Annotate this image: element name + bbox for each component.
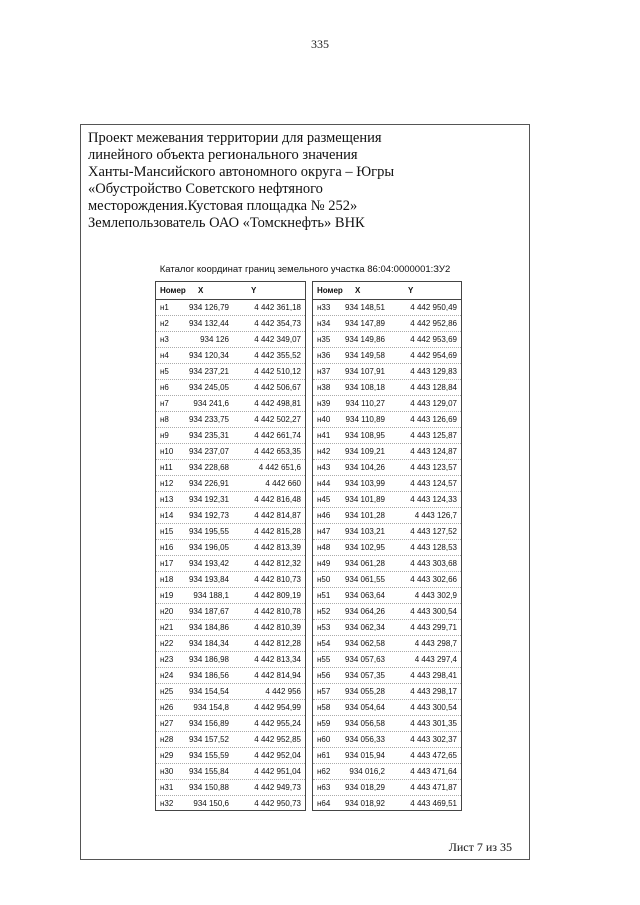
x-coordinate: 934 108,95 [344, 431, 385, 440]
y-coordinate: 4 442 810,39 [254, 623, 301, 632]
y-coordinate: 4 443 123,57 [410, 463, 457, 472]
y-coordinate: 4 442 950,49 [410, 303, 457, 312]
table-row [156, 732, 305, 748]
x-coordinate: 934 056,58 [344, 719, 385, 728]
point-number: н62 [317, 767, 331, 776]
title-line: Ханты-Мансийского автономного округа – Югры [88, 164, 395, 180]
x-coordinate: 934 196,05 [188, 543, 229, 552]
y-coordinate: 4 442 813,34 [254, 655, 301, 664]
table-row [156, 348, 305, 364]
table-row [156, 508, 305, 524]
y-coordinate: 4 443 471,87 [410, 783, 457, 792]
point-number: н42 [317, 447, 331, 456]
table-row [156, 364, 305, 380]
x-coordinate: 934 101,28 [344, 511, 385, 520]
y-coordinate: 4 442 502,27 [254, 415, 301, 424]
y-coordinate: 4 442 506,67 [254, 383, 301, 392]
point-number: н50 [317, 575, 331, 584]
table-row [313, 652, 461, 668]
y-coordinate: 4 442 955,24 [254, 719, 301, 728]
table-row [313, 780, 461, 796]
table-row [156, 300, 305, 316]
y-coordinate: 4 443 124,87 [410, 447, 457, 456]
x-coordinate: 934 245,05 [188, 383, 229, 392]
header-x: X [355, 286, 361, 295]
y-coordinate: 4 443 472,65 [410, 751, 457, 760]
x-coordinate: 934 104,26 [344, 463, 385, 472]
point-number: н55 [317, 655, 331, 664]
page-number: 335 [311, 37, 329, 51]
table-row [313, 444, 461, 460]
table-row [156, 604, 305, 620]
point-number: н64 [317, 799, 331, 808]
point-number: н61 [317, 751, 331, 760]
table-row [156, 396, 305, 412]
point-number: н37 [317, 367, 331, 376]
y-coordinate: 4 442 498,81 [254, 399, 301, 408]
x-coordinate: 934 062,58 [344, 639, 385, 648]
x-coordinate: 934 110,27 [345, 399, 385, 408]
header-y: Y [251, 286, 257, 295]
table-row [156, 444, 305, 460]
point-number: н31 [160, 783, 174, 792]
y-coordinate: 4 442 810,73 [254, 575, 301, 584]
x-coordinate: 934 241,6 [193, 399, 229, 408]
x-coordinate: 934 195,55 [188, 527, 229, 536]
point-number: н17 [160, 559, 174, 568]
x-coordinate: 934 187,67 [188, 607, 229, 616]
point-number: н6 [160, 383, 169, 392]
y-coordinate: 4 443 301,35 [410, 719, 457, 728]
table-row [156, 476, 305, 492]
y-coordinate: 4 443 128,84 [410, 383, 457, 392]
table-row [313, 748, 461, 764]
point-number: н36 [317, 351, 331, 360]
y-coordinate: 4 443 300,54 [410, 607, 457, 616]
point-number: н59 [317, 719, 331, 728]
header-y: Y [408, 286, 414, 295]
y-coordinate: 4 443 297,4 [414, 655, 457, 664]
x-coordinate: 934 193,84 [188, 575, 229, 584]
point-number: н54 [317, 639, 331, 648]
document-title [88, 130, 508, 232]
y-coordinate: 4 443 126,7 [414, 511, 457, 520]
point-number: н47 [317, 527, 331, 536]
point-number: н46 [317, 511, 331, 520]
table-row [313, 476, 461, 492]
y-coordinate: 4 442 952,86 [410, 319, 457, 328]
y-coordinate: 4 442 653,35 [254, 447, 301, 456]
table-row [313, 380, 461, 396]
title-line: месторождения.Кустовая площадка № 252» [88, 198, 358, 214]
title-line: «Обустройство Советского нефтяного [88, 181, 323, 197]
x-coordinate: 934 186,98 [188, 655, 229, 664]
y-coordinate: 4 443 127,52 [410, 527, 457, 536]
y-coordinate: 4 443 298,17 [410, 687, 457, 696]
x-coordinate: 934 148,51 [344, 303, 385, 312]
point-number: н34 [317, 319, 331, 328]
point-number: н40 [317, 415, 331, 424]
x-coordinate: 934 057,35 [344, 671, 385, 680]
table-row [156, 716, 305, 732]
y-coordinate: 4 442 814,94 [254, 671, 301, 680]
point-number: н49 [317, 559, 331, 568]
point-number: н4 [160, 351, 169, 360]
table-row [313, 412, 461, 428]
table-row [156, 588, 305, 604]
point-number: н16 [160, 543, 174, 552]
header-number: Номер [317, 286, 343, 295]
point-number: н52 [317, 607, 331, 616]
point-number: н9 [160, 431, 169, 440]
y-coordinate: 4 443 303,68 [410, 559, 457, 568]
y-coordinate: 4 442 510,12 [254, 367, 301, 376]
x-coordinate: 934 150,88 [188, 783, 229, 792]
table-row [313, 636, 461, 652]
point-number: н44 [317, 479, 331, 488]
x-coordinate: 934 154,54 [188, 687, 229, 696]
point-number: н13 [160, 495, 174, 504]
x-coordinate: 934 186,56 [188, 671, 229, 680]
y-coordinate: 4 442 812,28 [254, 639, 301, 648]
x-coordinate: 934 155,59 [188, 751, 229, 760]
table-row [156, 492, 305, 508]
table-row [313, 764, 461, 780]
point-number: н58 [317, 703, 331, 712]
y-coordinate: 4 442 361,18 [254, 303, 301, 312]
title-line: Проект межевания территории для размещения [88, 130, 382, 146]
table-row [156, 380, 305, 396]
y-coordinate: 4 443 124,57 [410, 479, 457, 488]
y-coordinate: 4 443 302,9 [414, 591, 457, 600]
y-coordinate: 4 442 661,74 [254, 431, 301, 440]
point-number: н56 [317, 671, 331, 680]
table-row [156, 556, 305, 572]
x-coordinate: 934 184,86 [188, 623, 229, 632]
x-coordinate: 934 102,95 [344, 543, 385, 552]
y-coordinate: 4 443 298,7 [414, 639, 457, 648]
y-coordinate: 4 443 124,33 [410, 495, 457, 504]
table-row [156, 636, 305, 652]
table-row [156, 332, 305, 348]
point-number: н14 [160, 511, 174, 520]
point-number: н2 [160, 319, 169, 328]
table-row [313, 348, 461, 364]
y-coordinate: 4 442 814,87 [254, 511, 301, 520]
x-coordinate: 934 155,84 [188, 767, 229, 776]
x-coordinate: 934 157,52 [188, 735, 229, 744]
point-number: н11 [160, 463, 173, 472]
x-coordinate: 934 192,31 [188, 495, 229, 504]
x-coordinate: 934 147,89 [344, 319, 385, 328]
y-coordinate: 4 442 952,04 [254, 751, 301, 760]
y-coordinate: 4 442 651,6 [258, 463, 301, 472]
table-header-row [313, 282, 461, 300]
y-coordinate: 4 442 953,69 [410, 335, 457, 344]
y-coordinate: 4 443 129,07 [410, 399, 457, 408]
table-row [156, 652, 305, 668]
y-coordinate: 4 442 954,99 [254, 703, 301, 712]
x-coordinate: 934 192,73 [188, 511, 229, 520]
y-coordinate: 4 443 302,37 [410, 735, 457, 744]
y-coordinate: 4 443 299,71 [410, 623, 457, 632]
y-coordinate: 4 442 816,48 [254, 495, 301, 504]
point-number: н3 [160, 335, 169, 344]
table-row [313, 508, 461, 524]
point-number: н43 [317, 463, 331, 472]
table-row [313, 716, 461, 732]
table-row [313, 428, 461, 444]
y-coordinate: 4 442 950,73 [254, 799, 301, 808]
y-coordinate: 4 443 302,66 [410, 575, 457, 584]
table-row [313, 316, 461, 332]
x-coordinate: 934 156,89 [188, 719, 229, 728]
title-line: Землепользователь ОАО «Томскнефть» ВНК [88, 215, 365, 231]
x-coordinate: 934 015,94 [344, 751, 385, 760]
point-number: н23 [160, 655, 174, 664]
x-coordinate: 934 188,1 [193, 591, 229, 600]
table-row [313, 540, 461, 556]
y-coordinate: 4 443 126,69 [410, 415, 457, 424]
point-number: н35 [317, 335, 331, 344]
table-row [313, 332, 461, 348]
x-coordinate: 934 120,34 [188, 351, 229, 360]
x-coordinate: 934 062,34 [344, 623, 385, 632]
y-coordinate: 4 443 298,41 [410, 671, 457, 680]
x-coordinate: 934 154,8 [193, 703, 229, 712]
x-coordinate: 934 055,28 [344, 687, 385, 696]
point-number: н30 [160, 767, 174, 776]
y-coordinate: 4 442 956 [265, 687, 301, 696]
x-coordinate: 934 016,2 [349, 767, 385, 776]
x-coordinate: 934 233,75 [188, 415, 229, 424]
x-coordinate: 934 107,91 [344, 367, 385, 376]
point-number: н19 [160, 591, 174, 600]
x-coordinate: 934 063,64 [344, 591, 385, 600]
table-row [156, 780, 305, 796]
point-number: н25 [160, 687, 174, 696]
x-coordinate: 934 237,21 [188, 367, 229, 376]
x-coordinate: 934 150,6 [193, 799, 229, 808]
point-number: н15 [160, 527, 174, 536]
point-number: н18 [160, 575, 174, 584]
point-number: н41 [317, 431, 331, 440]
point-number: н33 [317, 303, 331, 312]
table-row [156, 540, 305, 556]
x-coordinate: 934 109,21 [344, 447, 385, 456]
x-coordinate: 934 018,29 [344, 783, 385, 792]
table-row [313, 492, 461, 508]
x-coordinate: 934 057,63 [344, 655, 385, 664]
table-row [156, 748, 305, 764]
x-coordinate: 934 126 [200, 335, 229, 344]
y-coordinate: 4 442 354,73 [254, 319, 301, 328]
point-number: н39 [317, 399, 331, 408]
point-number: н60 [317, 735, 331, 744]
coordinates-table-left [155, 281, 306, 811]
table-row [313, 524, 461, 540]
table-row [313, 700, 461, 716]
table-row [156, 700, 305, 716]
x-coordinate: 934 132,44 [188, 319, 229, 328]
y-coordinate: 4 442 951,04 [254, 767, 301, 776]
x-coordinate: 934 184,34 [188, 639, 229, 648]
table-row [156, 460, 305, 476]
table-row [313, 796, 461, 812]
x-coordinate: 934 235,31 [188, 431, 229, 440]
title-line: линейного объекта регионального значения [88, 147, 358, 163]
x-coordinate: 934 061,28 [344, 559, 385, 568]
point-number: н38 [317, 383, 331, 392]
table-row [313, 572, 461, 588]
y-coordinate: 4 442 812,32 [254, 559, 301, 568]
point-number: н27 [160, 719, 174, 728]
x-coordinate: 934 064,26 [344, 607, 385, 616]
y-coordinate: 4 443 471,64 [410, 767, 457, 776]
point-number: н26 [160, 703, 174, 712]
table-row [313, 364, 461, 380]
x-coordinate: 934 237,07 [188, 447, 229, 456]
x-coordinate: 934 110,89 [345, 415, 385, 424]
table-row [156, 668, 305, 684]
y-coordinate: 4 442 349,07 [254, 335, 301, 344]
point-number: н51 [317, 591, 331, 600]
header-number: Номер [160, 286, 186, 295]
table-row [156, 316, 305, 332]
y-coordinate: 4 442 809,19 [254, 591, 301, 600]
point-number: н29 [160, 751, 174, 760]
table-row [313, 460, 461, 476]
table-row [313, 300, 461, 316]
y-coordinate: 4 443 125,87 [410, 431, 457, 440]
header-x: X [198, 286, 204, 295]
y-coordinate: 4 442 355,52 [254, 351, 301, 360]
point-number: н12 [160, 479, 174, 488]
x-coordinate: 934 018,92 [344, 799, 385, 808]
y-coordinate: 4 442 954,69 [410, 351, 457, 360]
y-coordinate: 4 443 128,53 [410, 543, 457, 552]
table-row [156, 796, 305, 812]
x-coordinate: 934 054,64 [344, 703, 385, 712]
table-row [156, 572, 305, 588]
point-number: н45 [317, 495, 331, 504]
table-row [313, 604, 461, 620]
table-row [156, 684, 305, 700]
point-number: н32 [160, 799, 174, 808]
table-row [156, 428, 305, 444]
table-row [313, 396, 461, 412]
point-number: н5 [160, 367, 169, 376]
y-coordinate: 4 442 813,39 [254, 543, 301, 552]
table-row [313, 556, 461, 572]
point-number: н22 [160, 639, 174, 648]
y-coordinate: 4 443 469,51 [410, 799, 457, 808]
point-number: н20 [160, 607, 174, 616]
table-row [156, 524, 305, 540]
y-coordinate: 4 442 810,78 [254, 607, 301, 616]
table-row [156, 764, 305, 780]
x-coordinate: 934 149,86 [344, 335, 385, 344]
point-number: н10 [160, 447, 174, 456]
x-coordinate: 934 061,55 [344, 575, 385, 584]
point-number: н8 [160, 415, 169, 424]
point-number: н21 [160, 623, 174, 632]
point-number: н48 [317, 543, 331, 552]
x-coordinate: 934 228,68 [188, 463, 229, 472]
x-coordinate: 934 103,21 [344, 527, 385, 536]
x-coordinate: 934 103,99 [344, 479, 385, 488]
y-coordinate: 4 443 300,54 [410, 703, 457, 712]
table-header-row [156, 282, 305, 300]
x-coordinate: 934 056,33 [344, 735, 385, 744]
x-coordinate: 934 193,42 [188, 559, 229, 568]
table-row [313, 668, 461, 684]
point-number: н63 [317, 783, 331, 792]
point-number: н1 [160, 303, 169, 312]
point-number: н28 [160, 735, 174, 744]
y-coordinate: 4 442 949,73 [254, 783, 301, 792]
coordinates-table-right [312, 281, 462, 811]
catalog-heading: Каталог координат границ земельного участка 86:04:0000001:ЗУ2 [159, 264, 451, 275]
sheet-number: Лист 7 из 35 [448, 840, 512, 854]
point-number: н7 [160, 399, 169, 408]
x-coordinate: 934 126,79 [188, 303, 229, 312]
table-row [156, 620, 305, 636]
table-row [313, 588, 461, 604]
point-number: н53 [317, 623, 331, 632]
x-coordinate: 934 101,89 [344, 495, 385, 504]
point-number: н24 [160, 671, 174, 680]
table-row [313, 684, 461, 700]
table-row [313, 732, 461, 748]
y-coordinate: 4 442 952,85 [254, 735, 301, 744]
y-coordinate: 4 442 660 [265, 479, 301, 488]
x-coordinate: 934 226,91 [188, 479, 229, 488]
x-coordinate: 934 108,18 [344, 383, 385, 392]
point-number: н57 [317, 687, 331, 696]
x-coordinate: 934 149,58 [344, 351, 385, 360]
y-coordinate: 4 443 129,83 [410, 367, 457, 376]
y-coordinate: 4 442 815,28 [254, 527, 301, 536]
table-row [313, 620, 461, 636]
table-row [156, 412, 305, 428]
